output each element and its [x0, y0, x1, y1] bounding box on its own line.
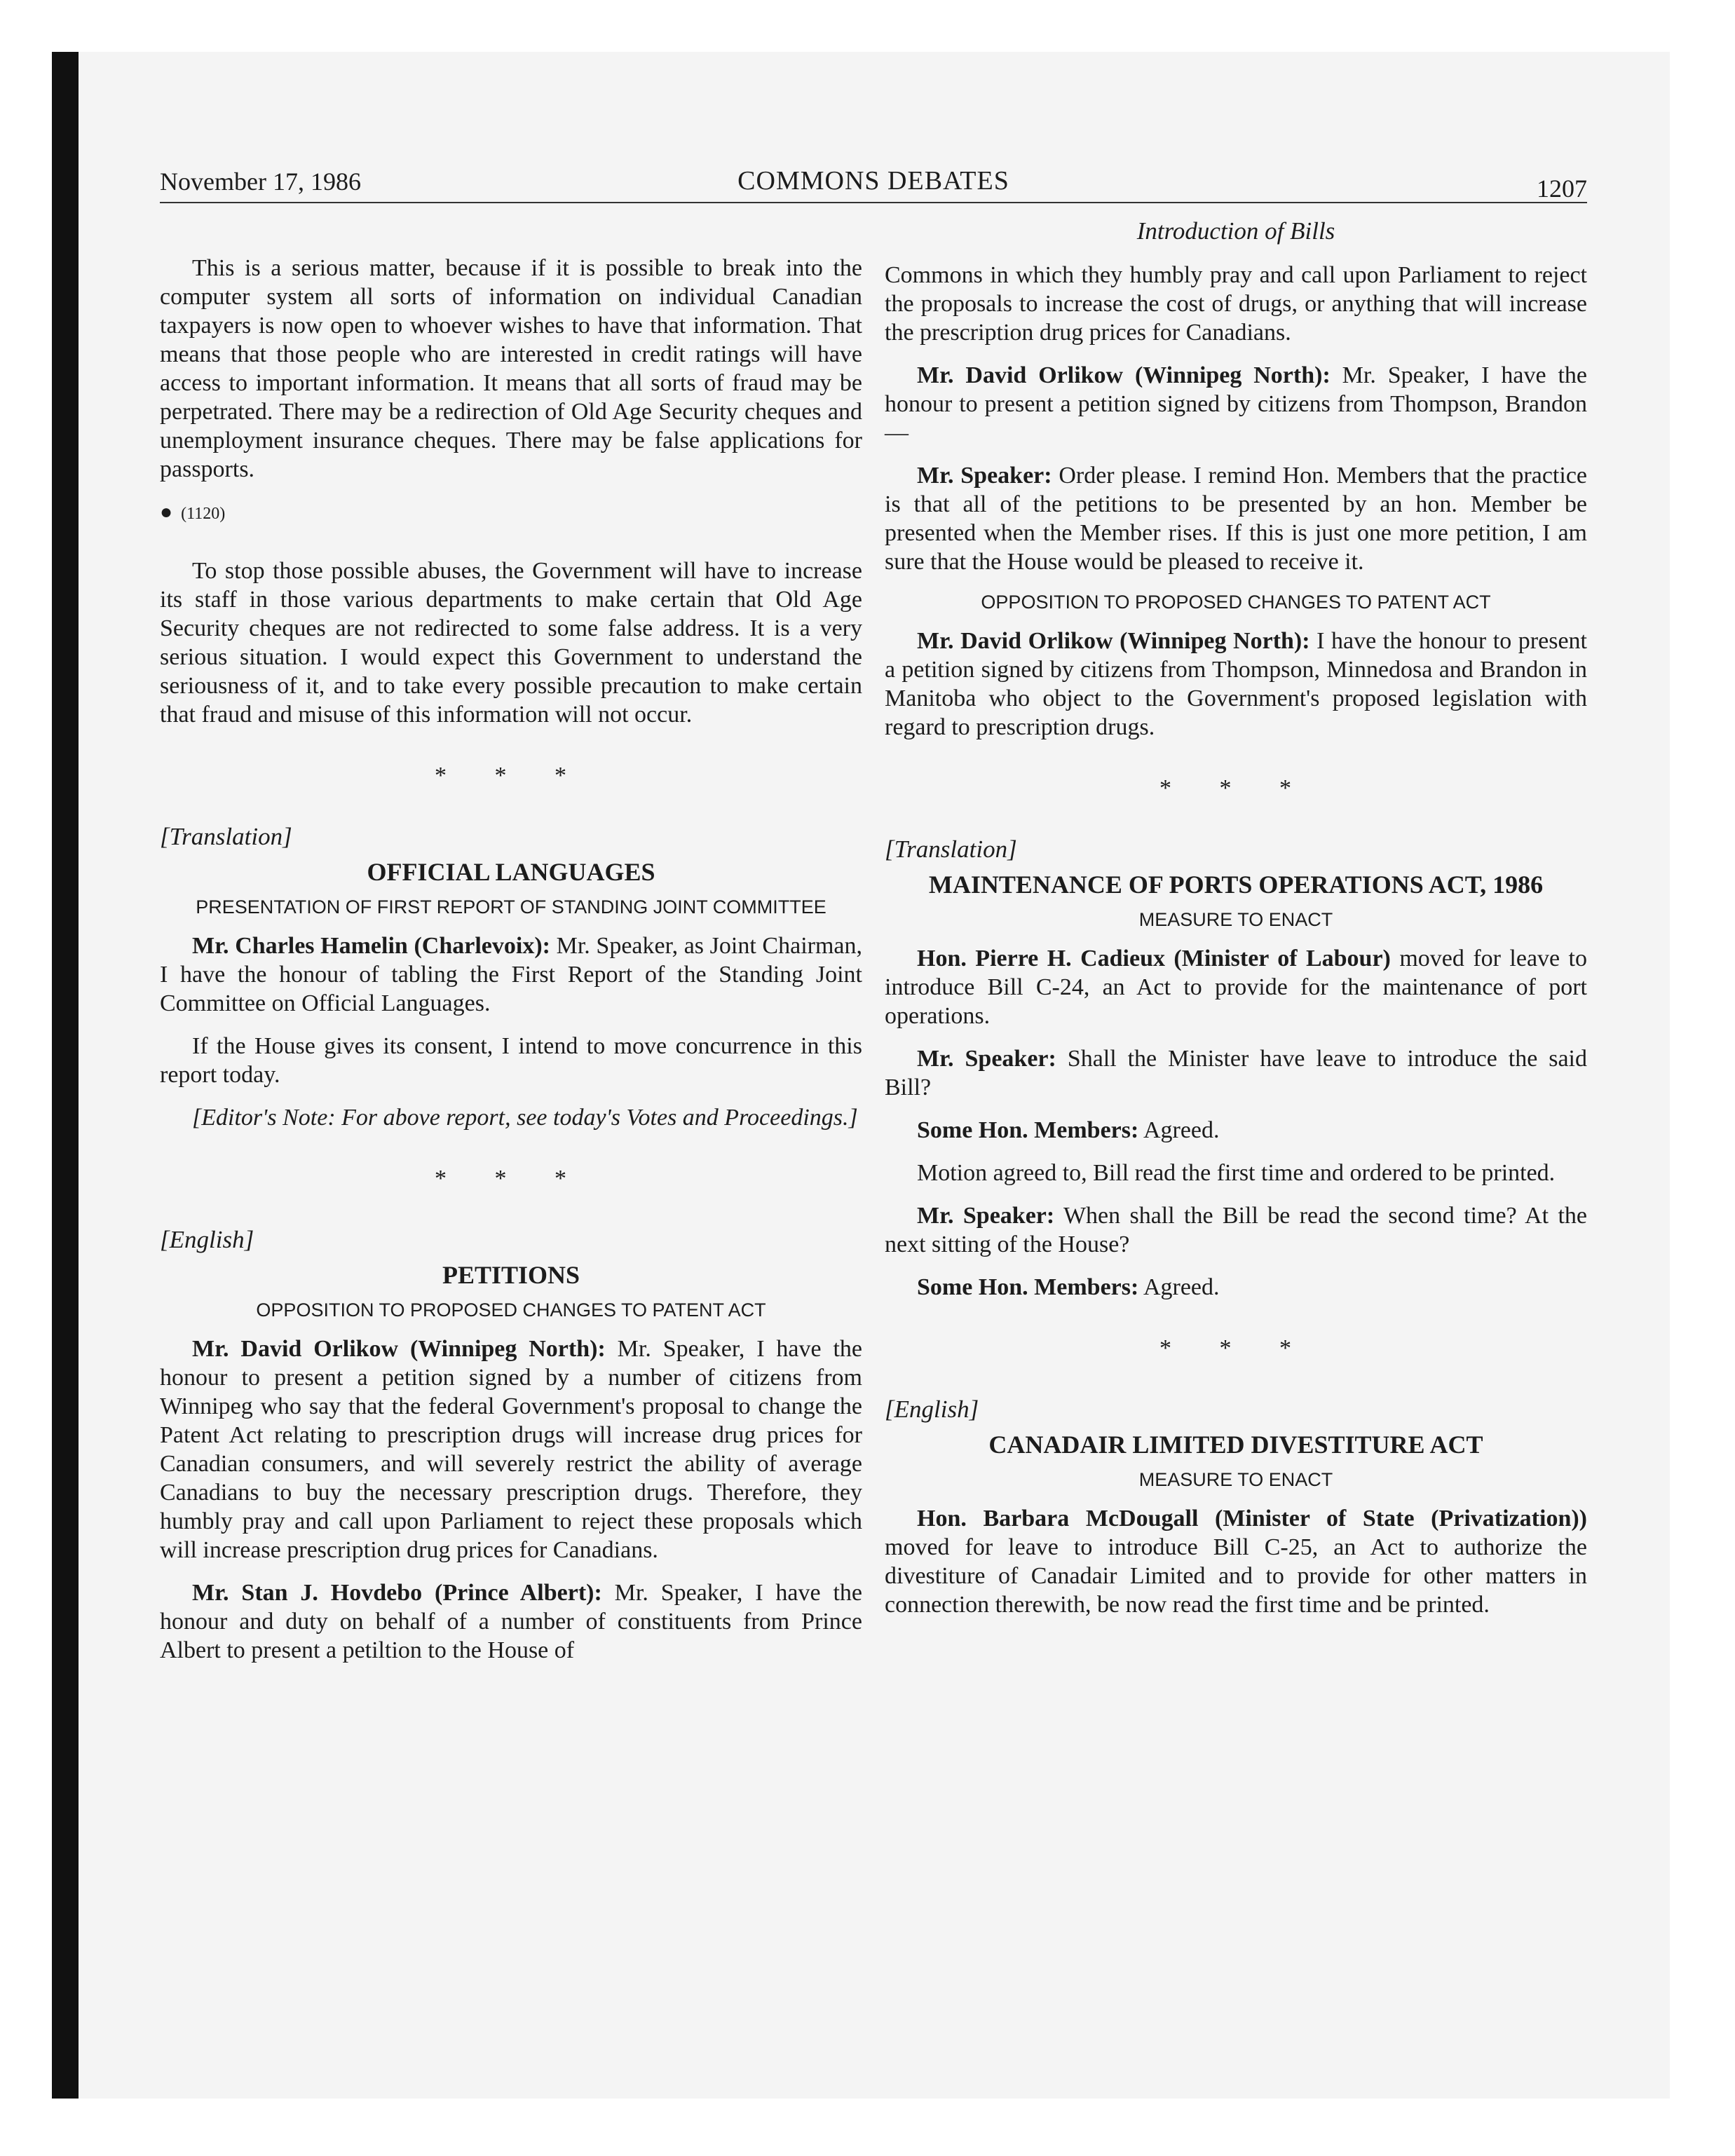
subsection-heading: PRESENTATION OF FIRST REPORT OF STANDING JOINT COMMITTEE — [196, 896, 826, 917]
speech-text: Mr. Speaker, as Joint Chairman, I have the honour of tabling the First Report of the Standing Joint Committee on Official Languages. — [160, 933, 862, 1016]
section-separator: * * * — [435, 763, 587, 789]
section-separator: * * * — [435, 1166, 587, 1192]
editors-note: [Editor's Note: For above report, see today's Votes and Proceedings.] — [192, 1105, 858, 1131]
left-column — [160, 254, 862, 1679]
section-separator: * * * — [1159, 1335, 1312, 1361]
speech — [160, 932, 862, 1018]
subsection-heading: OPPOSITION TO PROPOSED CHANGES TO PATENT ACT — [981, 592, 1491, 613]
speech-text: moved for leave to introduce Bill C-25, an Act to authorize the divestiture of Canadair Limited and to provide for other matters in connection therewith, be now read the first time and be printed. — [885, 1534, 1587, 1618]
language-tag: [Translation] — [885, 835, 1017, 863]
page-header — [160, 160, 1587, 203]
speech — [885, 461, 1587, 576]
subsection-heading: OPPOSITION TO PROPOSED CHANGES TO PATENT ACT — [256, 1299, 766, 1321]
subsection-heading: MEASURE TO ENACT — [1138, 909, 1333, 930]
header-title: COMMONS DEBATES — [737, 166, 1009, 196]
speech — [885, 361, 1587, 447]
speaker-name: Mr. Speaker: — [917, 1046, 1056, 1072]
speech-text: Mr. Speaker, I have the honour to present a petition signed by a number of citizens from Winnipeg who say that the federal Government's proposal to change the Patent Act relating to prescription drugs will increase drug prices for Canadian consumers, and will severely restrict the ability of average Canadians to buy the necessary prescription drugs. Therefore, they humbly pray and call upon Parliament to reject these proposals which will increase prescription drug prices for Canadians. — [160, 1336, 862, 1563]
running-head: Introduction of Bills — [1136, 217, 1335, 245]
section-heading: PETITIONS — [442, 1261, 580, 1289]
speaker-name: Some Hon. Members: — [917, 1274, 1139, 1300]
paragraph: If the House gives its consent, I intend to move concurrence in this report today. — [160, 1033, 862, 1088]
language-tag: [Translation] — [160, 823, 292, 850]
speech-text: Mr. Speaker, I have the honour and duty on behalf of a number of constituents from Prince Albert to present a petiltion to the House of — [160, 1580, 862, 1663]
page-number: 1207 — [1537, 175, 1587, 203]
time-label: (1120) — [181, 505, 226, 523]
right-column — [885, 261, 1587, 1633]
speech-text: I have the honour to present a petition signed by citizens from Thompson, Minnedosa and Brandon in Manitoba who object to the Government's proposed legislation with regard to prescription drugs. — [885, 628, 1587, 740]
speaker-name: Mr. Speaker: — [917, 463, 1052, 489]
speaker-name: Mr. David Orlikow (Winnipeg North): — [192, 1336, 606, 1362]
language-tag: [English] — [885, 1396, 979, 1423]
time-marker — [160, 498, 862, 528]
section-separator: * * * — [1159, 775, 1312, 801]
speaker-name: Hon. Pierre H. Cadieux (Minister of Labour) — [917, 946, 1391, 971]
speech — [885, 1273, 1587, 1302]
section-heading: CANADAIR LIMITED DIVESTITURE ACT — [988, 1431, 1483, 1459]
speech — [885, 1116, 1587, 1145]
speaker-name: Hon. Barbara McDougall (Minister of State (Privatization)) — [917, 1506, 1587, 1531]
speaker-name: Mr. David Orlikow (Winnipeg North): — [917, 628, 1310, 654]
speech — [885, 1044, 1587, 1102]
paragraph: This is a serious matter, because if it is possible to break into the computer system all sorts of information on individual Canadian taxpayers is now open to whoever wishes to have that information. That means that those people who are interested in credit ratings will have access to important information. It means that all sorts of fraud may be perpetrated. There may be a redirection of Old Age Security cheques and unemployment insurance cheques. There may be false applications for passports. — [160, 255, 862, 482]
speech — [160, 1578, 862, 1665]
speaker-name: Mr. Charles Hamelin (Charlevoix): — [192, 933, 550, 959]
paragraph: To stop those possible abuses, the Government will have to increase its staff in those various departments to make certain that Old Age Security cheques are not redirected to some false address. It is a very serious situation. I would expect this Government to understand the seriousness of it, and to take every possible precaution to make certain that fraud and misuse of this information will not occur. — [160, 558, 862, 728]
header-date: November 17, 1986 — [160, 168, 361, 196]
paragraph: Motion agreed to, Bill read the first time and ordered to be printed. — [917, 1160, 1556, 1186]
section-heading: MAINTENANCE OF PORTS OPERATIONS ACT, 1986 — [928, 871, 1544, 899]
speaker-name: Mr. Stan J. Hovdebo (Prince Albert): — [192, 1580, 602, 1606]
bullet-icon: ● — [160, 500, 173, 524]
paragraph: Commons in which they humbly pray and call upon Parliament to reject the proposals to increase the cost of drugs, or anything that will increase the prescription drug prices for Canadians. — [885, 262, 1587, 346]
scan-edge-bar — [52, 52, 79, 2099]
speech — [160, 1335, 862, 1564]
speech-text: moved for leave to introduce Bill C-24, an Act to provide for the maintenance of port operations. — [885, 946, 1588, 1029]
subsection-heading: MEASURE TO ENACT — [1138, 1469, 1333, 1490]
speech — [885, 1201, 1587, 1259]
speech-text: Agreed. — [1143, 1274, 1220, 1300]
speech — [885, 627, 1587, 742]
speech-text: Agreed. — [1143, 1117, 1220, 1143]
speech — [885, 1504, 1587, 1619]
speaker-name: Mr. David Orlikow (Winnipeg North): — [917, 362, 1331, 388]
language-tag: [English] — [160, 1226, 254, 1253]
speaker-name: Some Hon. Members: — [917, 1117, 1139, 1143]
speech — [885, 944, 1587, 1030]
speech-text: Shall the Minister have leave to introduce the said Bill? — [885, 1046, 1587, 1100]
speech-text: When shall the Bill be read the second time? At the next sitting of the House? — [885, 1203, 1587, 1257]
speaker-name: Mr. Speaker: — [917, 1203, 1055, 1229]
speech-text: Order please. I remind Hon. Members that the practice is that all of the petitions to be presented by an hon. Member be presented when the Member rises. If this is just one more petition, I am sure that the House would be pleased to receive it. — [885, 463, 1587, 575]
section-heading: OFFICIAL LANGUAGES — [367, 858, 655, 886]
speech-text: Mr. Speaker, I have the honour to present a petition signed by citizens from Thompson, Brandon— — [885, 362, 1587, 446]
